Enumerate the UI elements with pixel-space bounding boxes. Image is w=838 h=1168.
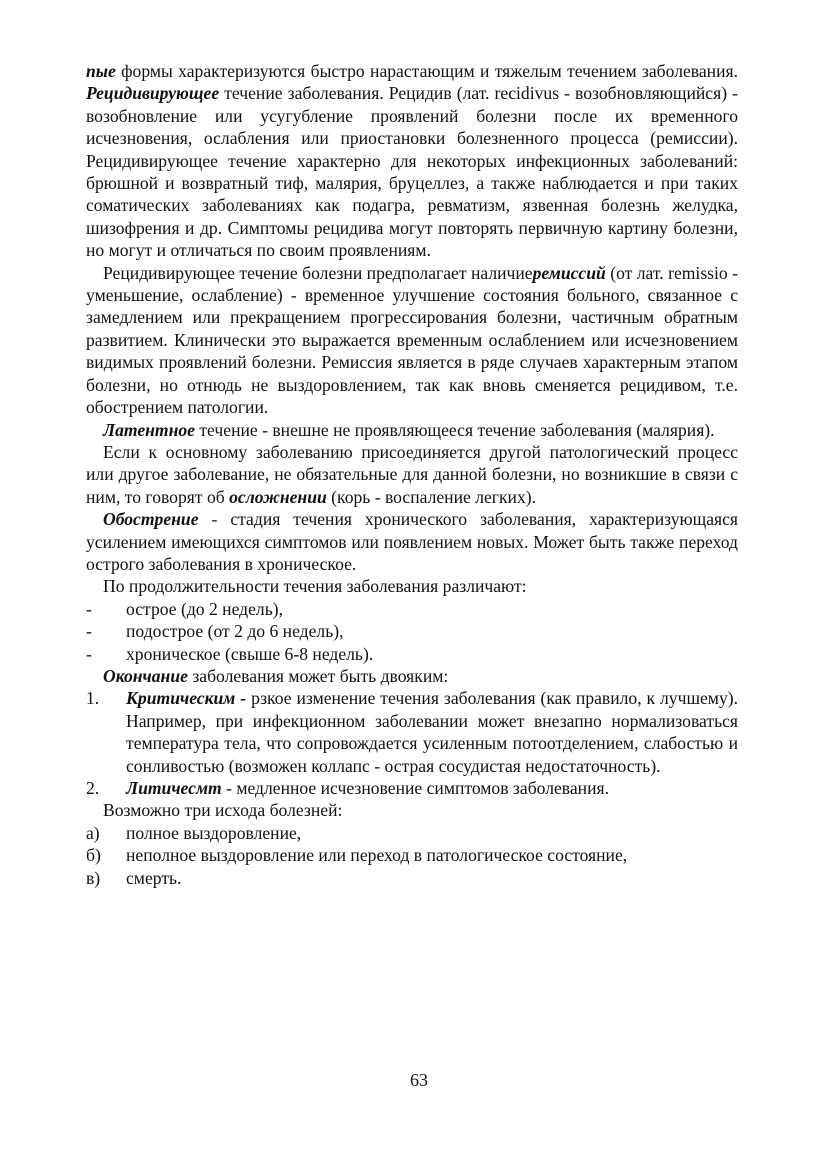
term-ending: Окончание [103, 665, 188, 686]
term-remission: ремиссий [532, 262, 606, 283]
text-run: течение - внешне не проявляющееся течение заболевания (малярия). [194, 419, 715, 440]
term-complication: осложнении [229, 486, 327, 507]
text-run: Рецидивирующее течение болезни предполагает наличие [103, 262, 533, 283]
list-item-text: - медленное исчезновение симптомов заболевания. [221, 778, 609, 798]
list-item-text: хроническое (свыше 6-8 недель). [126, 643, 374, 664]
paragraph-exacerbation [86, 508, 738, 575]
list-item-text: смерть. [126, 867, 182, 888]
list-item [86, 620, 738, 642]
list-item-text: острое (до 2 недель), [126, 598, 283, 619]
term-exacerbation: Обострение [103, 509, 199, 530]
term-latent: Латентное [103, 419, 195, 440]
text-run: Если к основному заболеванию присоединяется другой патологический процесс или другое заболевание, не обязательные для данной болезни, но возникшие в связи с ним, то говорят об [86, 441, 738, 507]
body-text [86, 60, 738, 889]
term-critical: Критическим - [126, 688, 247, 709]
text-run: течение заболевания. Рецидив (лат. recidivus - возобновляющийся) - возобновление или усугубление проявлений болезни после их временного исчезновения, ослабления или приостановки болезненного процесса (ремиссии). Рецидивирующее течение характерно для некоторых инфекционных заболеваний: брюшной и возвратный тиф, малярия, бруцеллез, а также наблюдается и при таких соматических заболеваниях как подагра, ревматизм, язвенная болезнь желудка, шизофрения и др. Симптомы рецидива могут повторять первичную картину болезни, но могут и отличаться по своим проявлениям. [86, 83, 738, 261]
list-item [86, 643, 738, 665]
term-lytic: Литичесмт [126, 778, 222, 798]
paragraph-remission [86, 262, 738, 419]
list-item [86, 867, 738, 889]
outcomes-list [86, 822, 738, 889]
list-marker: в) [86, 867, 101, 888]
list-marker: а) [86, 822, 100, 843]
term-recurrent: Рецидивирующее [86, 83, 220, 104]
paragraph-ending [86, 665, 738, 687]
paragraph-complication [86, 441, 738, 508]
list-item [86, 598, 738, 620]
list-item-text: полное выздоровление, [126, 822, 302, 843]
list-marker: 1. [86, 688, 100, 709]
paragraph-duration-intro: По продолжительности течения заболевания различают: [103, 576, 527, 597]
list-item [86, 777, 738, 799]
text-run: формы характеризуются быстро нарастающим и тяжелым течением заболевания. [115, 61, 738, 81]
list-marker: 2. [86, 778, 100, 798]
list-item [86, 822, 738, 844]
list-item-text: рзкое изменение течения заболевания (как правило, к лучшему). Например, при инфекционном заболевании может внезапно нормализоваться температура тела, что сопровождается усиленным потоотделением, слабостью и сонливостью (возможен коллапс - острая сосудистая недостаточность). [126, 688, 738, 776]
text-run: (корь - воспаление легких). [326, 486, 537, 507]
list-item [86, 687, 738, 777]
list-marker: - [86, 598, 92, 619]
list-marker: - [86, 621, 92, 642]
list-marker: - [86, 643, 92, 664]
text-run: заболевания может быть двояким: [187, 665, 449, 686]
paragraph-recurrent [86, 60, 738, 262]
paragraph-outcomes-intro: Возможно три исхода болезней: [103, 800, 343, 821]
paragraph-latent [86, 419, 738, 441]
list-item-text: неполное выздоровление или переход в патологическое состояние, [126, 845, 628, 866]
page-number: 63 [410, 1070, 428, 1090]
duration-list [86, 598, 738, 665]
text-run: (от лат. remissio - уменьшение, ослабление) - временное улучшение состояния больного, связанное с замедлением или прекращением прогрессирования болезни, частичным обратным развитием. Клинически это выражается временным ослаблением или исчезновением видимых проявлений болезни. Ремиссия является в ряде случаев характерным этапом болезни, но отнюдь не выздоровлением, так как вновь сменяется рецидивом, т.е. обострением патологии. [86, 262, 738, 418]
term-fragment: пые [86, 61, 116, 81]
list-item [86, 844, 738, 866]
text-run: - стадия течения хронического заболевания, характеризующаяся усилением имеющихся симптомов или появлением новых. Может быть также переход острого заболевания в хроническое. [86, 509, 738, 574]
list-marker: б) [86, 845, 101, 866]
ending-list [86, 687, 738, 799]
list-item-text: подострое (от 2 до 6 недель), [126, 621, 344, 642]
